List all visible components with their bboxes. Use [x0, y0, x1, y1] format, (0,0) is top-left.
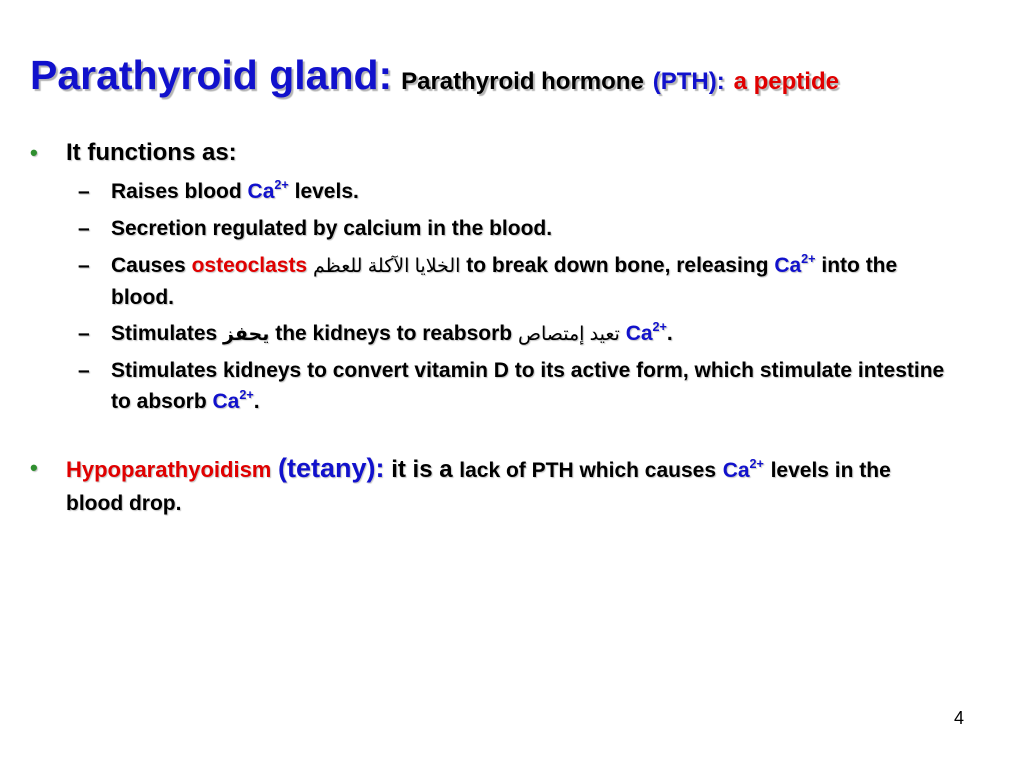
- dash-icon: –: [78, 359, 90, 382]
- hypo-mid: lack of PTH which causes: [459, 459, 717, 482]
- hypo-post: levels in the blood drop.: [66, 459, 891, 515]
- raises-pre: Raises blood: [111, 180, 242, 203]
- sub-item-vitamin-d-text: [111, 355, 948, 417]
- calcium-charge: 2+: [652, 320, 667, 335]
- calcium-ca: Ca: [774, 254, 802, 277]
- bullet-dot-icon: •: [30, 455, 38, 480]
- bullet-dot-icon: •: [30, 140, 38, 165]
- sub-item-raises-text: [111, 176, 948, 207]
- calcium-ca: Ca: [247, 180, 275, 203]
- causes-mid: to break down bone, releasing: [466, 254, 769, 277]
- bullet-functions-text: It functions as:: [66, 139, 237, 166]
- stimulates-post: .: [666, 322, 673, 345]
- page-number: 4: [953, 708, 964, 728]
- calcium-ca: Ca: [212, 390, 240, 413]
- title-main: Parathyroid gland:: [30, 52, 393, 98]
- title-abbrev: (PTH):: [652, 68, 725, 95]
- calcium-symbol: [248, 180, 289, 203]
- sub-item-secretion-text: Secretion regulated by calcium in the blood.: [111, 217, 553, 240]
- causes-post: into the blood.: [111, 254, 898, 309]
- stimulates-mid: the kidneys to reabsorb: [275, 322, 513, 345]
- calcium-charge: 2+: [801, 252, 816, 267]
- stimulates-arabic: يحفز: [223, 324, 270, 345]
- hypoparathyroidism-term: Hypoparathyoidism: [66, 457, 272, 482]
- dash-icon: –: [78, 217, 90, 240]
- slide-title: [30, 52, 839, 99]
- title-type: a peptide: [733, 68, 839, 95]
- dash-icon: –: [78, 322, 90, 345]
- stimulates-pre: Stimulates: [111, 322, 218, 345]
- hypo-pre: it is a: [391, 456, 453, 483]
- calcium-ca: Ca: [722, 459, 750, 482]
- dash-icon: –: [78, 254, 90, 277]
- sub-item-stimulates-reabsorb-text: [111, 318, 948, 350]
- calcium-symbol: [723, 459, 764, 482]
- tetany-term: (tetany):: [278, 453, 385, 483]
- osteoclasts-arabic: الخلايا الآكلة للعظم: [312, 256, 461, 277]
- causes-pre: Causes: [111, 254, 186, 277]
- calcium-charge: 2+: [239, 388, 254, 403]
- dash-icon: –: [78, 180, 90, 203]
- calcium-symbol: [626, 322, 667, 345]
- osteoclasts-term: osteoclasts: [191, 254, 308, 277]
- calcium-ca: Ca: [625, 322, 653, 345]
- sub-item-causes-text: [111, 250, 948, 313]
- raises-post: levels.: [294, 180, 359, 203]
- reabsorb-arabic: تعيد إمتصاص: [517, 324, 620, 345]
- calcium-charge: 2+: [274, 178, 289, 193]
- calcium-charge: 2+: [749, 457, 764, 472]
- calcium-symbol: [774, 254, 815, 277]
- vitamin-d-post: .: [253, 390, 260, 413]
- vitamin-d-pre: Stimulates kidneys to convert vitamin D to its active form, which stimulate intestine to absorb: [111, 359, 945, 413]
- title-hormone: Parathyroid hormone: [401, 68, 644, 95]
- calcium-symbol: [213, 390, 254, 413]
- bullet-hypoparathyroidism-text: [66, 452, 950, 520]
